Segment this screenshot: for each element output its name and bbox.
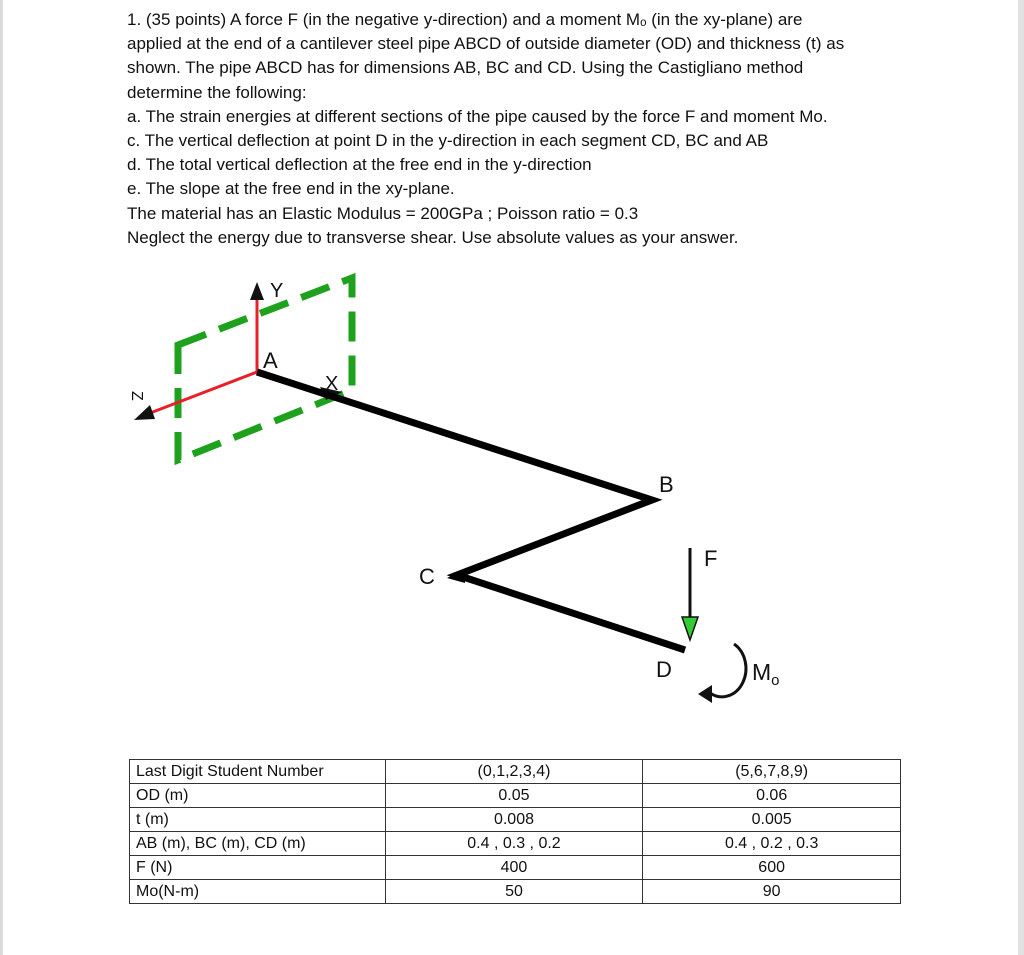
table-cell: 0.06: [643, 784, 901, 808]
table-cell-label: Mo(N-m): [130, 880, 386, 904]
pipe-abcd: [257, 372, 685, 650]
problem-line: determine the following:: [127, 82, 307, 102]
point-c-label: C: [419, 564, 435, 589]
z-axis-line: [145, 372, 257, 415]
z-axis-arrowhead: [134, 405, 155, 420]
problem-line: c. The vertical deflection at point D in the y-direction in each segment CD, BC and AB: [127, 131, 769, 151]
table-cell-label: t (m): [130, 808, 386, 832]
table-cell: 90: [643, 880, 901, 904]
table-row: [130, 856, 901, 880]
point-d-label: D: [656, 657, 672, 682]
pipe-diagram: [120, 262, 820, 722]
moment-subscript: o: [771, 672, 780, 689]
table-cell: 0.4 , 0.3 , 0.2: [385, 832, 643, 856]
table-cell: 400: [385, 856, 643, 880]
table-cell: 0.005: [643, 808, 901, 832]
moment-symbol: M: [752, 659, 772, 685]
table-cell: 0.4 , 0.2 , 0.3: [643, 832, 901, 856]
table-cell: (5,6,7,8,9): [643, 760, 901, 784]
table-cell-label: F (N): [130, 856, 386, 880]
problem-line: shown. The pipe ABCD has for dimensions AB, BC and CD. Using the Castigliano method: [127, 58, 804, 78]
table-cell-label: Last Digit Student Number: [130, 760, 386, 784]
table-row: [130, 832, 901, 856]
moment-label: [752, 659, 780, 689]
problem-line: 1. (35 points) A force F (in the negative y-direction) and a moment Mₒ (in the xy-plane) are: [127, 10, 803, 29]
moment-arrowhead: [698, 685, 712, 703]
force-f-arrowhead: [682, 617, 698, 640]
problem-line: a. The strain energies at different sections of the pipe caused by the force F and moment Mo.: [127, 106, 828, 126]
page-edge-right: [1018, 0, 1024, 955]
parameters-table: [129, 759, 901, 904]
table-cell: 0.05: [385, 784, 643, 808]
problem-line: Neglect the energy due to transverse shear. Use absolute values as your answer.: [127, 227, 739, 247]
problem-line: The material has an Elastic Modulus = 200GPa ; Poisson ratio = 0.3: [127, 203, 639, 223]
table-cell: 50: [385, 880, 643, 904]
force-f-label: F: [704, 546, 718, 571]
x-axis-label: X: [325, 373, 339, 395]
table-row: [130, 808, 901, 832]
table-row: [130, 760, 901, 784]
point-a-label: A: [263, 348, 278, 373]
table-cell: 600: [643, 856, 901, 880]
problem-statement: [127, 8, 927, 250]
moment-arc: [710, 644, 746, 697]
point-b-label: B: [659, 472, 674, 497]
y-axis-label: Y: [270, 280, 284, 302]
table-row: [130, 880, 901, 904]
table-cell: 0.008: [385, 808, 643, 832]
problem-line: applied at the end of a cantilever steel pipe ABCD of outside diameter (OD) and thickness (t) as: [127, 34, 845, 54]
table-cell: (0,1,2,3,4): [385, 760, 643, 784]
page-edge-left: [0, 0, 3, 955]
y-axis-arrowhead: [250, 282, 264, 300]
problem-line: d. The total vertical deflection at the free end in the y-direction: [127, 155, 592, 175]
table-row: [130, 784, 901, 808]
z-axis-label: Z: [128, 391, 145, 401]
table-cell-label: OD (m): [130, 784, 386, 808]
problem-line: e. The slope at the free end in the xy-plane.: [127, 179, 455, 199]
table-cell-label: AB (m), BC (m), CD (m): [130, 832, 386, 856]
